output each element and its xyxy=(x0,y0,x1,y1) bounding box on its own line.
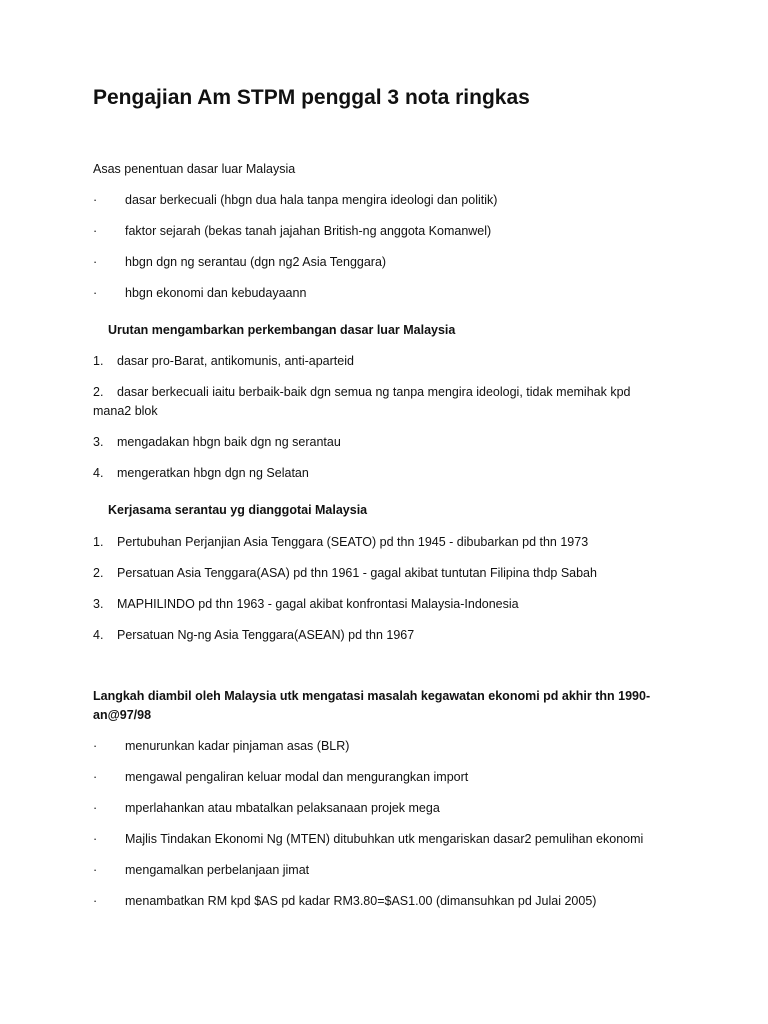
list-item: mengawal pengaliran keluar modal dan mengurangkan import xyxy=(125,770,469,784)
section-heading-regional-cooperation: Kerjasama serantau yg dianggotai Malaysia xyxy=(108,503,368,517)
list-item: Majlis Tindakan Ekonomi Ng (MTEN) ditubuhkan utk mengariskan dasar2 pemulihan ekonomi xyxy=(125,832,644,846)
section-heading-policy-development: Urutan mengambarkan perkembangan dasar luar Malaysia xyxy=(108,323,456,337)
bullet-marker: · xyxy=(93,224,98,238)
bullet-marker: · xyxy=(93,894,98,908)
list-number: 3. xyxy=(93,597,104,611)
bullet-marker: · xyxy=(93,193,98,207)
list-number: 4. xyxy=(93,628,104,642)
section-heading-foreign-policy-basis: Asas penentuan dasar luar Malaysia xyxy=(93,162,296,176)
bullet-marker: · xyxy=(93,801,98,815)
list-item-continuation: mana2 blok xyxy=(93,404,158,418)
list-item: mengamalkan perbelanjaan jimat xyxy=(125,863,310,877)
page-title: Pengajian Am STPM penggal 3 nota ringkas xyxy=(93,86,530,109)
section-heading-economic-crisis-measures-cont: an@97/98 xyxy=(93,708,152,722)
list-item: dasar pro-Barat, antikomunis, anti-aparteid xyxy=(117,354,354,368)
bullet-marker: · xyxy=(93,770,98,784)
list-item: menurunkan kadar pinjaman asas (BLR) xyxy=(125,739,350,753)
list-item: Persatuan Asia Tenggara(ASA) pd thn 1961 - gagal akibat tuntutan Filipina thdp Sabah xyxy=(117,566,597,580)
list-number: 3. xyxy=(93,435,104,449)
list-number: 1. xyxy=(93,535,104,549)
bullet-marker: · xyxy=(93,863,98,877)
list-item: dasar berkecuali (hbgn dua hala tanpa mengira ideologi dan politik) xyxy=(125,193,498,207)
list-number: 2. xyxy=(93,566,104,580)
list-item: mperlahankan atau mbatalkan pelaksanaan projek mega xyxy=(125,801,440,815)
bullet-marker: · xyxy=(93,286,98,300)
list-item: menambatkan RM kpd $AS pd kadar RM3.80=$AS1.00 (dimansuhkan pd Julai 2005) xyxy=(125,894,597,908)
list-item: Pertubuhan Perjanjian Asia Tenggara (SEATO) pd thn 1945 - dibubarkan pd thn 1973 xyxy=(117,535,589,549)
list-item: hbgn ekonomi dan kebudayaann xyxy=(125,286,307,300)
list-number: 2. xyxy=(93,385,104,399)
list-number: 1. xyxy=(93,354,104,368)
list-item: hbgn dgn ng serantau (dgn ng2 Asia Tenggara) xyxy=(125,255,387,269)
list-item: MAPHILINDO pd thn 1963 - gagal akibat konfrontasi Malaysia-Indonesia xyxy=(117,597,519,611)
list-number: 4. xyxy=(93,466,104,480)
list-item: Persatuan Ng-ng Asia Tenggara(ASEAN) pd thn 1967 xyxy=(117,628,415,642)
list-item: dasar berkecuali iaitu berbaik-baik dgn semua ng tanpa mengira ideologi, tidak memihak kpd xyxy=(117,385,631,399)
bullet-marker: · xyxy=(93,255,98,269)
list-item: faktor sejarah (bekas tanah jajahan British-ng anggota Komanwel) xyxy=(125,224,492,238)
list-item: mengadakan hbgn baik dgn ng serantau xyxy=(117,435,341,449)
bullet-marker: · xyxy=(93,832,98,846)
list-item: mengeratkan hbgn dgn ng Selatan xyxy=(117,466,309,480)
section-heading-economic-crisis-measures: Langkah diambil oleh Malaysia utk mengatasi masalah kegawatan ekonomi pd akhir thn 1990- xyxy=(93,689,651,703)
bullet-marker: · xyxy=(93,739,98,753)
